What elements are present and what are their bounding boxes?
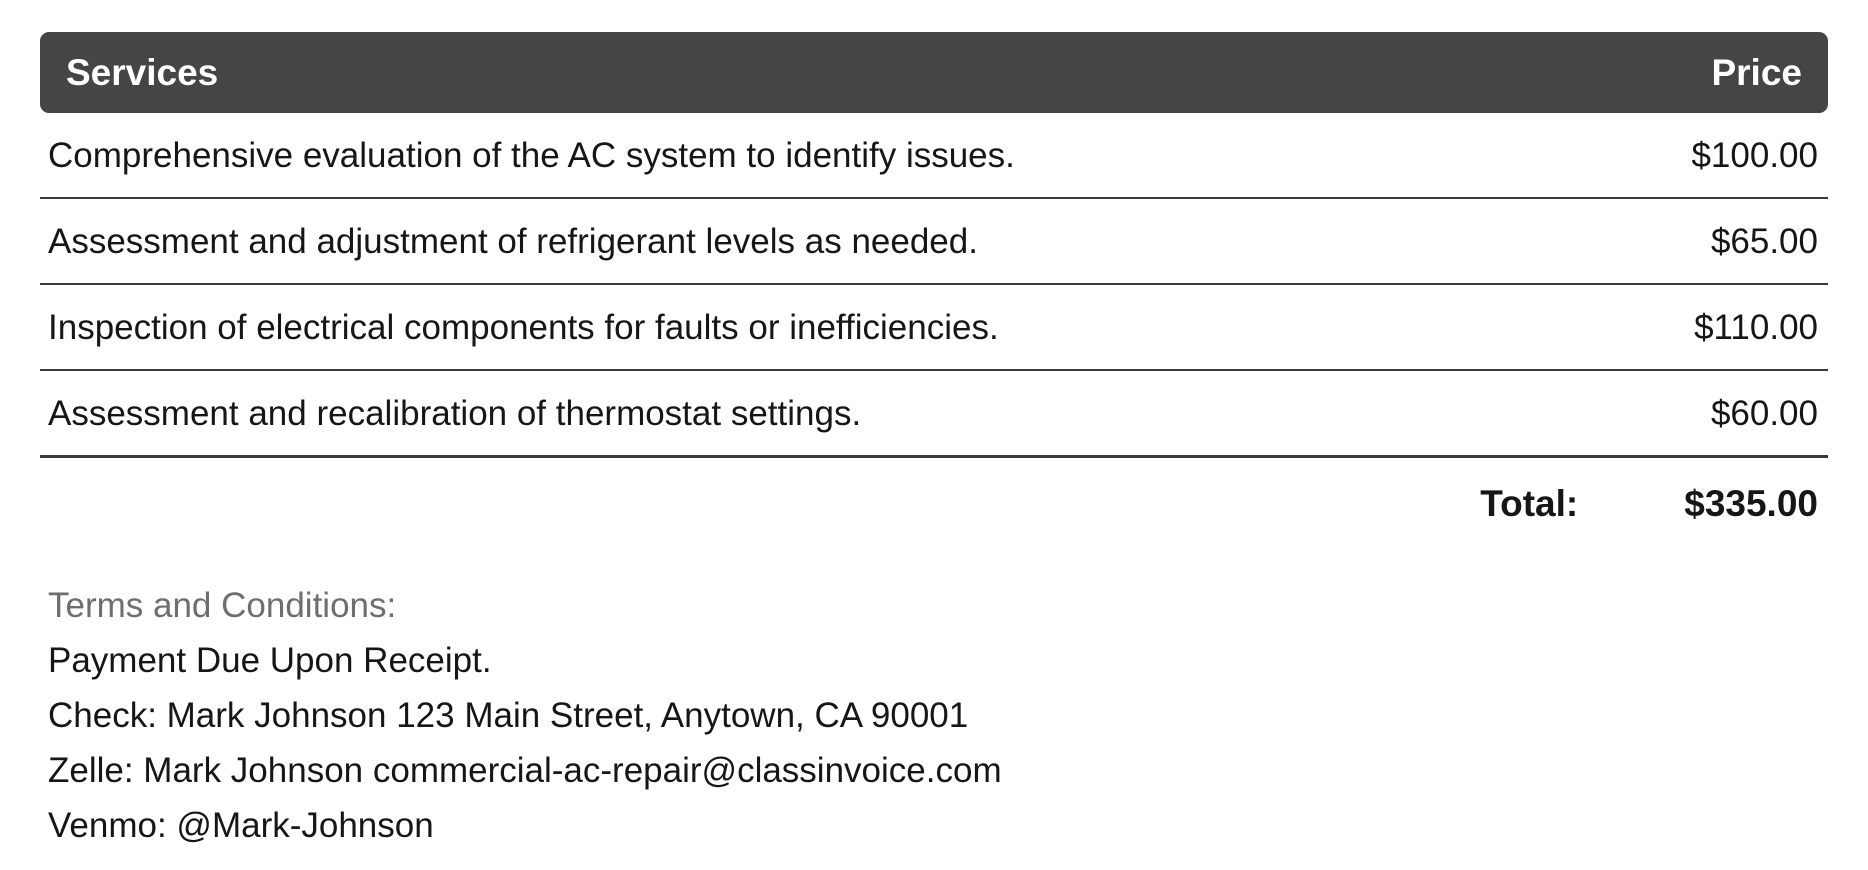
service-price: $65.00 [1710, 222, 1818, 261]
table-row [40, 113, 1828, 199]
column-header-price: Price [1711, 51, 1802, 93]
total-row [40, 458, 1828, 546]
terms-line-venmo: Venmo: @Mark-Johnson [48, 806, 434, 845]
service-description: Assessment and adjustment of refrigerant levels as needed. [48, 222, 978, 261]
service-price: $100.00 [1691, 136, 1818, 175]
terms-line-check: Check: Mark Johnson 123 Main Street, Anytown, CA 90001 [48, 696, 969, 735]
terms-line-payment: Payment Due Upon Receipt. [48, 641, 492, 680]
table-row [40, 199, 1828, 285]
service-price: $110.00 [1694, 308, 1818, 347]
total-value: $335.00 [1684, 483, 1818, 524]
services-table [40, 32, 1828, 546]
table-row [40, 285, 1828, 371]
table-row [40, 371, 1828, 458]
terms-heading: Terms and Conditions: [48, 586, 397, 625]
table-header-bar [40, 32, 1828, 113]
column-header-services: Services [66, 51, 219, 93]
service-description: Assessment and recalibration of thermostat settings. [48, 394, 862, 433]
total-label: Total: [1480, 483, 1579, 524]
service-description: Inspection of electrical components for faults or inefficiencies. [48, 308, 999, 347]
service-description: Comprehensive evaluation of the AC system to identify issues. [48, 136, 1015, 175]
service-price: $60.00 [1710, 394, 1818, 433]
terms-section [40, 578, 1828, 853]
terms-line-zelle: Zelle: Mark Johnson commercial-ac-repair@classinvoice.com [48, 751, 1002, 790]
